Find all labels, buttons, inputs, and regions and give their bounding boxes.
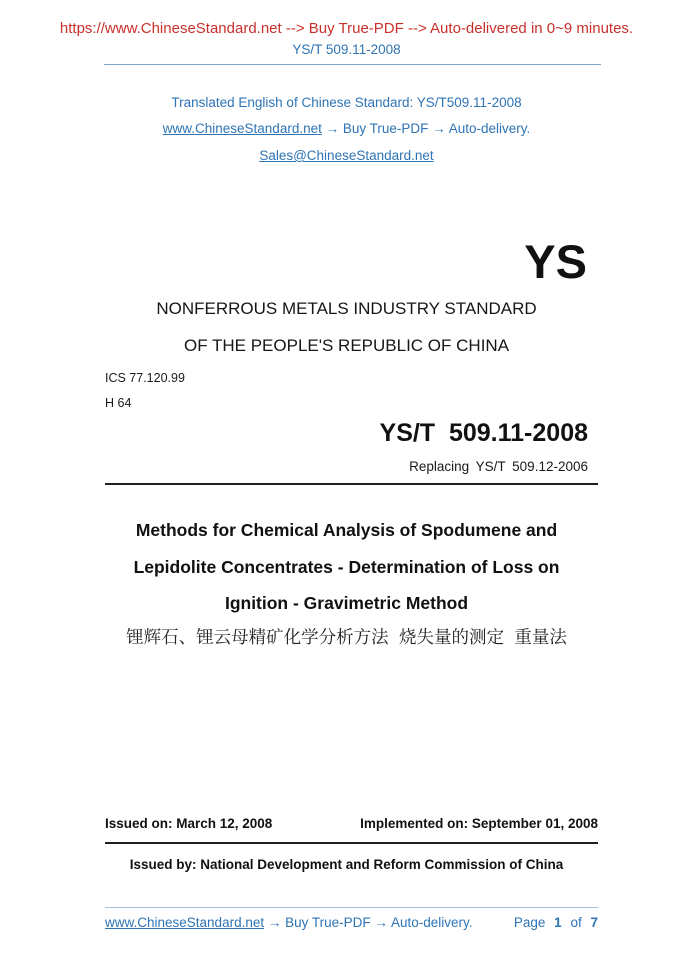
org-line-2: OF THE PEOPLE'S REPUBLIC OF CHINA [183,336,510,355]
page-current: 1 [554,915,562,930]
title-line-1: Methods for Chemical Analysis of Spodumene and [135,520,558,540]
classification-code: H 64 [105,396,132,410]
page-label: Page [513,915,546,930]
buy-pdf-label: Buy True-PDF [342,121,429,136]
ics-code: ICS 77.120.99 [105,371,185,385]
issue-dates-row [105,816,598,831]
arrow-icon: → [374,915,388,930]
page-total: 7 [590,915,598,930]
title-chinese: 锂辉石、锂云母精矿化学分析方法 烧失量的测定 重量法 [126,627,567,647]
footer-auto-delivery-label: Auto-delivery. [390,915,473,930]
arrow-icon: → [267,915,282,930]
footer-site-link[interactable]: www.ChineseStandard.net [105,915,265,930]
promo-banner: https://www.ChineseStandard.net --> Buy True-PDF --> Auto-delivered in 0~9 minutes. [59,20,634,37]
auto-delivery-label: Auto-delivery. [448,121,531,136]
email-line [0,148,693,163]
issued-by: Issued by: National Development and Reform Commission of China [129,857,564,872]
page-of-label: of [570,915,582,930]
footer-row [105,915,598,930]
issued-on-date: Issued on: March 12, 2008 [105,816,273,831]
footer-divider-line [105,907,598,908]
standard-number-large: YS/T 509.11-2008 [379,419,588,447]
sales-email-link[interactable]: Sales@ChineseStandard.net [259,148,434,163]
title-divider-line [105,483,598,485]
arrow-icon: → [325,121,340,136]
title-line-2: Lepidolite Concentrates - Determination of Loss on [133,556,560,577]
translated-note: Translated English of Chinese Standard: YS/T509.11-2008 [171,95,522,110]
title-line-3: Ignition - Gravimetric Method [224,593,469,613]
header-site-line [0,121,693,136]
page-indicator [514,915,598,930]
header-standard-number: YS/T 509.11-2008 [292,42,401,57]
footer-site-line [105,915,472,930]
replacing-note: Replacing YS/T 509.12-2006 [409,459,588,474]
header-divider-line [104,64,601,65]
org-line-1: NONFERROUS METALS INDUSTRY STANDARD [156,299,537,318]
ys-logo: YS [524,235,587,288]
issue-divider-line [105,842,598,844]
implemented-on-date: Implemented on: September 01, 2008 [360,816,598,831]
arrow-icon: → [432,121,446,136]
site-link[interactable]: www.ChineseStandard.net [162,121,322,136]
footer-buy-pdf-label: Buy True-PDF [285,915,371,930]
title-english [0,512,693,622]
